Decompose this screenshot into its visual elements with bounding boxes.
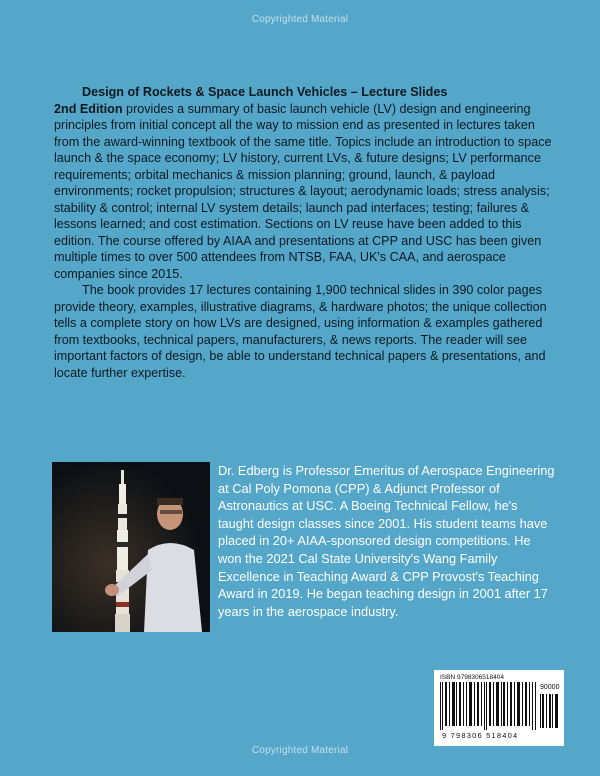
barcode-digits: 9 798306 518404 (442, 731, 519, 740)
author-bio: Dr. Edberg is Professor Emeritus of Aerospace Engineering at Cal Poly Pomona (CPP) & Adjunct Professor of Astronautics at USC. A Boeing Technical Fellow, he's taught design classes since 2001. His student teams have placed in 20+ AIAA-sponsored design competitions. He won the 2021 Cal State University's Wang Family Excellence in Teaching Award & CPP Provost's Teaching Award in 2019. He began teaching design in 2001 after 17 years in the aerospace industry. (218, 463, 555, 619)
copyright-watermark-top: Copyrighted Material (251, 14, 349, 25)
description-paragraph-1-text: provides a summary of basic launch vehicle (LV) design and engineering principles from initial concept all the way to mission end as presented in lectures taken from the award-winning textbook of the same title. Topics include an introduction to space launch & the space economy; LV history, current LVs, & future designs; LV performance requirements; orbital mechanics & mission planning; ground, launch, & payload environments; rocket propulsion; structures & layout; aerodynamic loads; stress analysis; stability & control; internal LV system details; launch pad interfaces; testing; failures & lessons learned; and cost estimation. Sections on LV reuse have been added to this edition. The course offered by AIAA and presentations at CPP and USC has been given multiple times to over 500 attendees from NTSB, FAA, UK's CAA, and aerospace companies since 2015. (54, 101, 552, 281)
price-barcode-bars (540, 694, 560, 728)
book-description (54, 84, 554, 381)
isbn-barcode (434, 670, 564, 746)
isbn-label: ISBN 9798306518404 (440, 674, 504, 681)
copyright-watermark-bottom: Copyrighted Material (251, 745, 349, 756)
price-code: 90000 (540, 684, 560, 691)
barcode-bars (440, 682, 538, 730)
description-paragraph-1 (54, 84, 554, 282)
author-photo (52, 462, 210, 632)
book-title: Design of Rockets & Space Launch Vehicles – Lecture Slides (82, 85, 448, 99)
description-paragraph-2: The book provides 17 lectures containing 1,900 technical slides in 390 color pages provide theory, examples, illustrative diagrams, & hardware photos; the unique collection tells a complete story on how LVs are designed, using information & examples gathered from textbooks, technical papers, manufacturers, & news reports. The reader will see important factors of design, be able to understand technical papers & presentations, and locate further expertise. (54, 283, 547, 380)
edition-label: 2nd Edition (54, 101, 123, 116)
